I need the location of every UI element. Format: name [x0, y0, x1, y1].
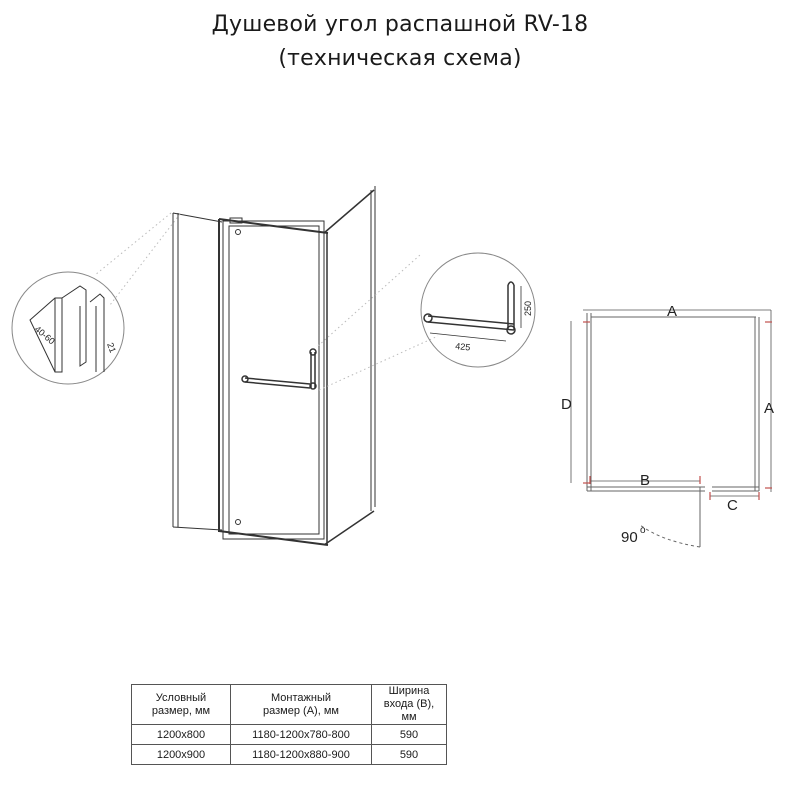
- table-header-row: [132, 685, 447, 725]
- door-angle-label: 90: [621, 529, 638, 546]
- cell-mounting-size: 1180-1200x780-800: [231, 725, 372, 745]
- col-header-nominal-size: Условный размер, мм: [132, 685, 231, 725]
- table-row: [132, 725, 447, 745]
- col-header-entrance-width: Ширина входа (В), мм: [372, 685, 447, 725]
- door-handle: [242, 349, 316, 389]
- profile-depth-label: 21: [105, 341, 118, 355]
- col-header-mounting-size: Монтажный размер (А), мм: [231, 685, 372, 725]
- degree-mark: o: [640, 525, 646, 536]
- side-panel-bottom: [324, 511, 374, 545]
- spec-table: [131, 684, 447, 765]
- cell-mounting-size: 1180-1200x880-900: [231, 745, 372, 765]
- profile-callout: [12, 272, 124, 384]
- plan-label-right: A: [764, 400, 775, 417]
- page-subtitle: (техническая схема): [278, 46, 522, 71]
- handle-height-label: 250: [523, 300, 533, 316]
- plan-view: [561, 303, 774, 547]
- enclosure-drawing: [173, 186, 375, 545]
- handle-length-label: 425: [454, 341, 471, 353]
- plan-label-offset: C: [727, 497, 738, 514]
- cell-entrance-width: 590: [372, 745, 447, 765]
- cell-nominal-size: 1200x800: [132, 725, 231, 745]
- handle-callout: [421, 253, 535, 367]
- profile-width-label: 40-60: [32, 323, 57, 347]
- table-row: [132, 745, 447, 765]
- plan-label-top: A: [667, 303, 678, 320]
- cell-nominal-size: 1200x900: [132, 745, 231, 765]
- cell-entrance-width: 590: [372, 725, 447, 745]
- hinge-bottom: [236, 520, 241, 525]
- side-panel-top: [324, 190, 374, 233]
- hinge-top: [236, 230, 241, 235]
- plan-label-left: D: [561, 396, 572, 413]
- plan-label-entrance: B: [640, 472, 651, 489]
- page-title: Душевой угол распашной RV-18: [211, 12, 589, 37]
